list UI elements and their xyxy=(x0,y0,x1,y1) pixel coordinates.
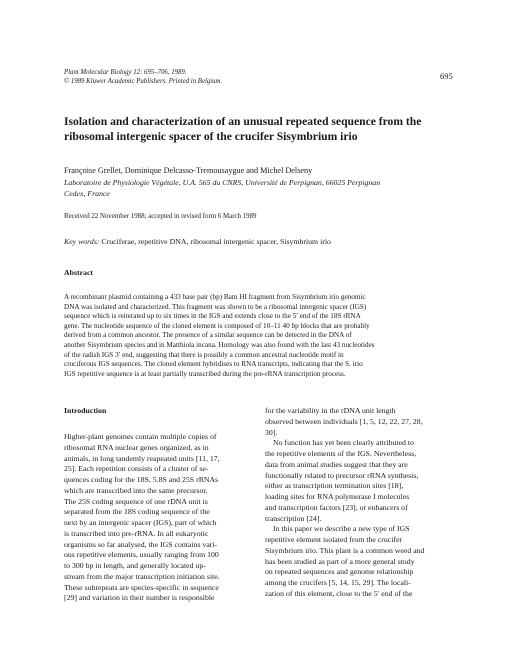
introduction-heading: Introduction xyxy=(64,406,107,415)
author-list: Françoise Grellet, Dominique Delcasso-Tremousaygue and Michel Delseny xyxy=(64,166,313,175)
introduction-right-column xyxy=(265,406,451,600)
body-line: the repetitive elements of the IGS. Nevertheless, xyxy=(265,449,417,458)
body-line: which are transcribed into the same precursor. xyxy=(64,485,208,495)
body-line: 25]. Each repetition consists of a cluster of se- xyxy=(64,464,209,474)
journal-citation: Plant Molecular Biology 12: 695–706, 1989. xyxy=(64,69,187,76)
body-line: organisms so far analysed, the IGS contains vari- xyxy=(64,539,218,549)
abstract-heading: Abstract xyxy=(64,268,94,277)
body-line: These subrepeats are species-specific in sequence xyxy=(64,582,219,592)
body-line: No function has yet been clearly attributed to xyxy=(273,438,414,448)
body-line: functionally related to precursor rRNA synthesis, xyxy=(265,470,419,480)
abstract-line: sequence which is reiterated up to six times in the IGS and extends close to the 5′ end of the 18S rRNA xyxy=(64,312,361,321)
abstract-line: IGS repetitive sequence is at least partially transcribed during the pre-rRNA transcription process. xyxy=(64,369,346,378)
affiliation-line: Laboratoire de Physiologie Végétale, U.A. 565 du CNRS, Université de Perpignan, 66025 Perpignan xyxy=(64,178,381,187)
abstract-body xyxy=(64,293,446,379)
body-line: The 25S coding sequence of one rDNA unit is xyxy=(64,496,208,506)
keywords-label: Key words: xyxy=(64,237,100,246)
body-line: among the crucifers [5, 14, 15, 29]. The locali- xyxy=(265,578,411,587)
body-line: either as transcription termination sites [18], xyxy=(265,481,404,491)
body-line: data from animal studies suggest that they are xyxy=(265,459,408,469)
body-line: loading sites for RNA polymerase I molecules xyxy=(265,492,410,501)
body-line: Higher-plant genomes contain multiple copies of xyxy=(64,432,217,441)
body-line: observed between individuals [1, 5, 12, 22, 27, 28, xyxy=(265,416,423,426)
body-line: animals, in long tandemly reapeated units [11, 17, xyxy=(64,453,220,463)
abstract-line: A recombinant plasmid containing a 433 base pair (bp) Bam HI fragment from Sisymbrium irio genomic xyxy=(64,293,366,301)
body-line: and transcription factors [23], or enhancers of xyxy=(265,502,408,512)
body-line: In this paper we describe a new type of IGS xyxy=(273,524,410,534)
body-line: for the variability in the rDNA unit length xyxy=(265,406,396,415)
body-line: ribosomal RNA nuclear genes organized, as in xyxy=(64,442,209,452)
body-line: [29] and variation in their number is responsible xyxy=(64,593,215,603)
abstract-line: DNA was isolated and characterized. This fragment was shown to be a ribosomal intergenic spacer (IGS) xyxy=(64,302,367,311)
body-line: to 300 bp in length, and generally located up- xyxy=(64,561,206,570)
body-line: 30]. xyxy=(265,427,278,437)
keywords xyxy=(64,237,331,247)
body-line: quences coding for the 18S, 5.8S and 25S rRNAs xyxy=(64,475,219,484)
abstract-line: of the radish IGS 3′ end, suggesting that there is possibly a common ancestral nucleotide motif in xyxy=(64,350,344,359)
abstract-line: derived from a common ancestor. The presence of a similar sequence can be detected in the DNA of xyxy=(64,331,352,340)
body-line: is transcribed into pre-rRNA. In all eukaryotic xyxy=(64,528,209,538)
abstract-line: gene. The nucleotide sequence of the cloned element is composed of 10–11 40 bp blocks that are probably xyxy=(64,321,370,330)
title-line: ribosomal intergenic spacer of the crucifer Sisymbrium irio xyxy=(64,130,358,143)
body-line: zation of this element, close to the 5′ end of the xyxy=(265,588,413,598)
body-line: transcription [24]. xyxy=(265,513,322,523)
abstract-line: another Sisymbrium species and in Matthiola incana. Homology was also found with the last 43 nucleotides xyxy=(64,340,375,349)
page-number: 695 xyxy=(440,71,453,81)
received-dates: Received 22 November 1988; accepted in revised form 6 March 1989 xyxy=(64,213,257,220)
body-line: Sisymbrium irio. This plant is a common weed and xyxy=(265,545,425,555)
body-line: on repeated sequences and genome relationship xyxy=(265,567,414,577)
affiliation xyxy=(64,178,456,199)
body-line: repetitive element isolated from the crucifer xyxy=(265,535,403,544)
body-line: next by an intergenic spacer (IGS), part of which xyxy=(64,518,217,527)
body-line: separated from the 18S coding sequence of the xyxy=(64,507,210,517)
body-line: has been studied as part of a more general study xyxy=(265,556,415,566)
abstract-line: cruciferous IGS sequences. The cloned element hybridises to RNA transcripts, indicating that the S. irio xyxy=(64,360,363,369)
article-title xyxy=(64,114,454,144)
body-line: stream from the major transcription initiation site. xyxy=(64,571,220,581)
title-line: Isolation and characterization of an unusual repeated sequence from the xyxy=(64,115,422,128)
keywords-text: Cruciferae, repetitive DNA, ribosomal intergenic spacer, Sisymbrium irio xyxy=(101,237,331,246)
body-line: ous repetitive elements, usually ranging from 100 xyxy=(64,550,219,560)
copyright-line: © 1989 Kluwer Academic Publishers. Printed in Belgium. xyxy=(64,78,223,85)
introduction-left-column xyxy=(64,432,248,604)
affiliation-line: Cedex, France xyxy=(64,188,110,198)
